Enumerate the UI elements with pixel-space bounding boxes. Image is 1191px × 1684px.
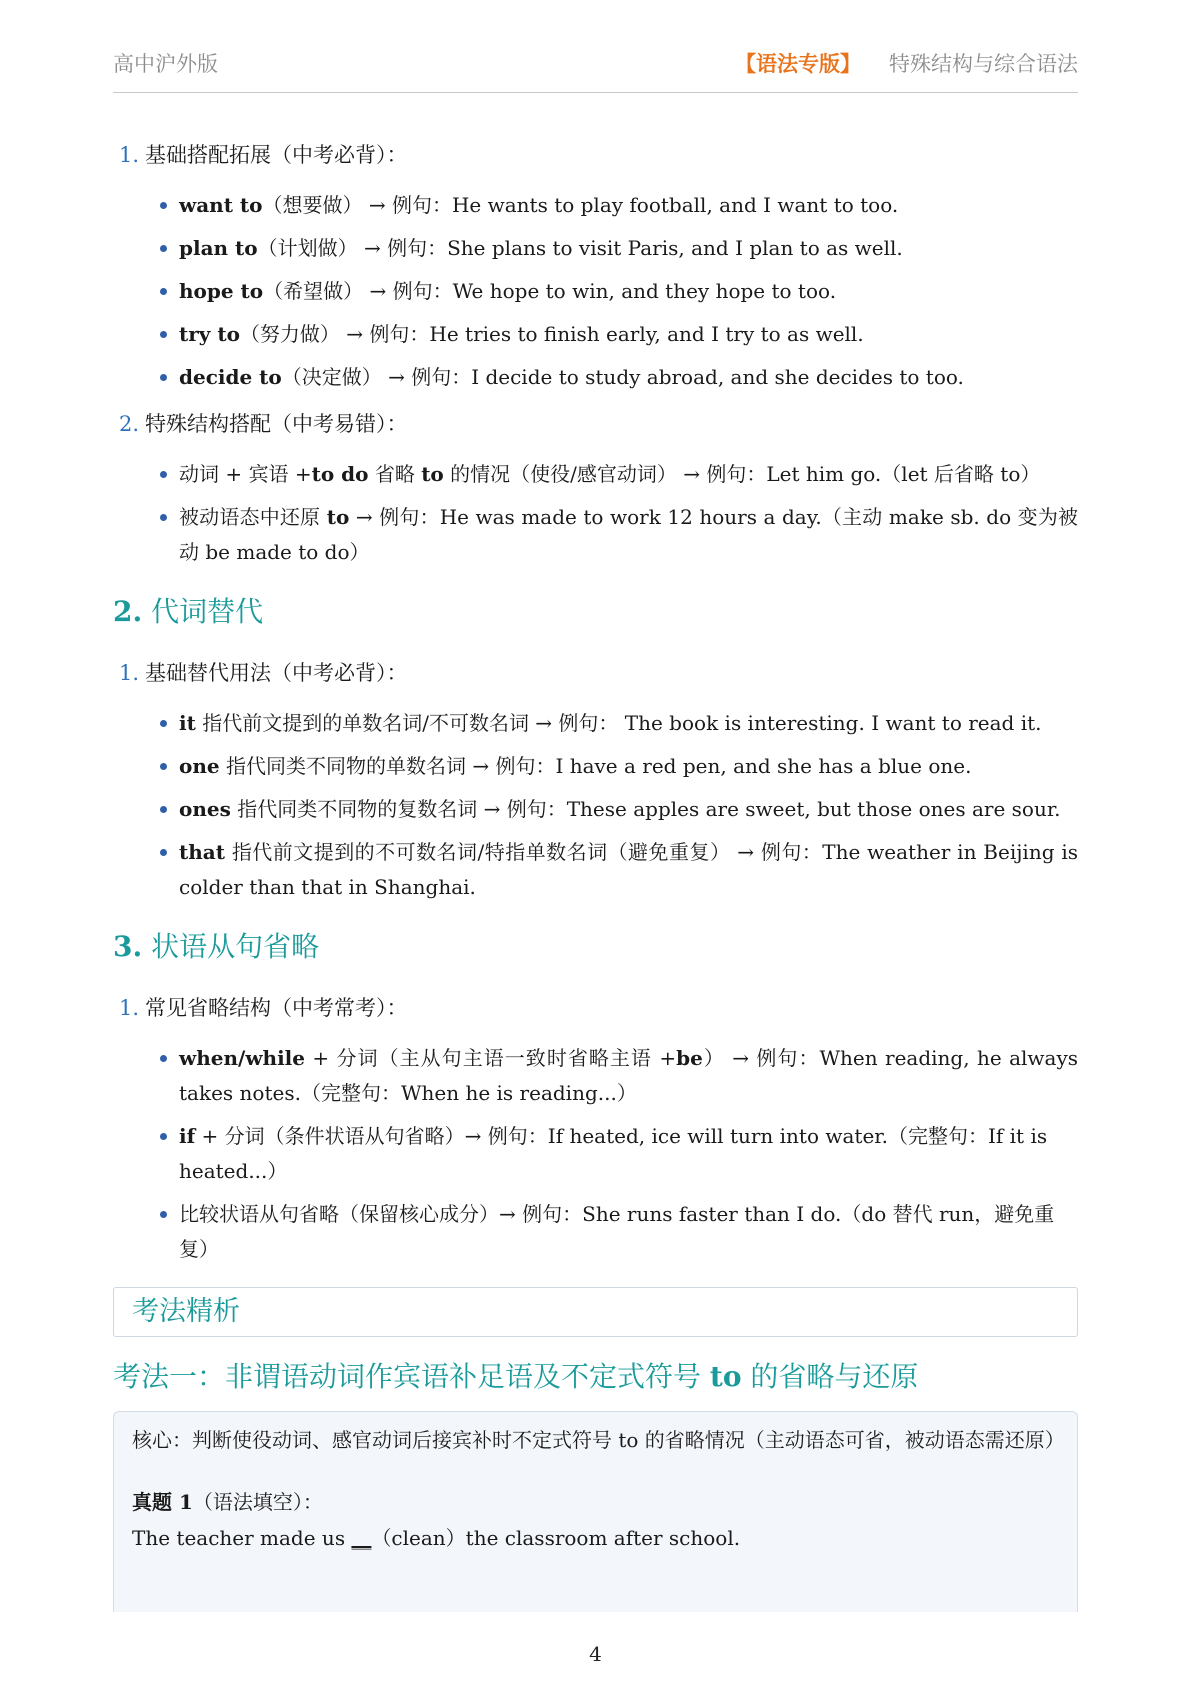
- exam-method-title: 考法一：非谓语动词作宾语补足语及不定式符号 to 的省略与还原: [113, 1360, 919, 1393]
- list-item: hope to（希望做） → 例句：We hope to win, and they hope to too.: [179, 274, 1078, 309]
- list-item: that 指代前文提到的不可数名词/特指单数名词（避免重复） → 例句：The weather in Beijing is colder than that in Shanghai.: [179, 835, 1078, 905]
- subheading-text: 常见省略结构（中考常考）：: [145, 996, 408, 1020]
- subheading-number: 2.: [119, 412, 140, 436]
- subheading-special-structure: [119, 409, 1078, 439]
- subheading-ellipsis-structure: [119, 993, 1078, 1023]
- page-content: [113, 140, 1078, 1612]
- question-label: 真题 1: [132, 1490, 193, 1514]
- section-title-adverbial-ellipsis: [113, 927, 1078, 967]
- section-title-text: 状语从句省略: [151, 930, 320, 963]
- answer-blank: __: [351, 1526, 372, 1550]
- list-item: ones 指代同类不同物的复数名词 → 例句：These apples are sweet, but those ones are sour.: [179, 792, 1078, 827]
- list-item: it 指代前文提到的单数名词/不可数名词 → 例句： The book is interesting. I want to read it.: [179, 706, 1078, 741]
- collocation-list: [113, 188, 1078, 395]
- subheading-basic-collocation: [119, 140, 1078, 170]
- ellipsis-list: [113, 1041, 1078, 1267]
- question-heading: [132, 1484, 1059, 1520]
- subheading-text: 基础替代用法（中考必背）：: [145, 661, 408, 685]
- header-badge: 【语法专版】: [735, 51, 861, 76]
- page-number: 4: [589, 1642, 602, 1666]
- page-header: [113, 44, 1078, 93]
- header-book-title: 高中沪外版: [113, 52, 218, 76]
- header-right: [735, 48, 1078, 78]
- list-item: decide to（决定做） → 例句：I decide to study abroad, and she decides to too.: [179, 360, 1078, 395]
- list-item: plan to（计划做） → 例句：She plans to visit Paris, and I plan to as well.: [179, 231, 1078, 266]
- header-chapter: 特殊结构与综合语法: [889, 52, 1078, 76]
- exam-analysis-banner: 考法精析: [113, 1287, 1078, 1337]
- list-item: if + 分词（条件状语从句省略）→ 例句：If heated, ice will turn into water.（完整句：If it is heated...）: [179, 1119, 1078, 1189]
- list-item: 比较状语从句省略（保留核心成分）→ 例句：She runs faster than I do.（do 替代 run，避免重复）: [179, 1197, 1078, 1267]
- subheading-number: 1.: [119, 996, 140, 1020]
- list-item: when/while + 分词（主从句主语一致时省略主语 +be） → 例句：When reading, he always takes notes.（完整句：When he is reading...）: [179, 1041, 1078, 1111]
- question-type: （语法填空）：: [192, 1490, 323, 1514]
- section-title-pronoun: [113, 592, 1078, 632]
- core-text: 核心：判断使役动词、感官动词后接宾补时不定式符号 to 的省略情况（主动语态可省，被动语态需还原）: [132, 1428, 1065, 1452]
- pronoun-list: [113, 706, 1078, 905]
- special-structure-list: [113, 457, 1078, 570]
- subheading-text: 基础搭配拓展（中考必背）：: [145, 143, 408, 167]
- subheading-text: 特殊结构搭配（中考易错）：: [145, 412, 408, 436]
- core-box: [113, 1411, 1078, 1612]
- list-item: want to（想要做） → 例句：He wants to play football, and I want to too.: [179, 188, 1078, 223]
- subheading-number: 1.: [119, 143, 140, 167]
- list-item: try to（努力做） → 例句：He tries to finish early, and I try to as well.: [179, 317, 1078, 352]
- section-number: 3.: [113, 930, 143, 963]
- subheading-pronoun-usage: [119, 658, 1078, 688]
- subheading-number: 1.: [119, 661, 140, 685]
- list-item: 动词 + 宾语 +to do 省略 to 的情况（使役/感官动词） → 例句：Let him go.（let 后省略 to）: [179, 457, 1078, 492]
- section-number: 2.: [113, 595, 143, 628]
- question-text: The teacher made us __（clean）the classroom after school.: [132, 1526, 741, 1550]
- section-title-text: 代词替代: [151, 595, 264, 628]
- list-item: 被动语态中还原 to → 例句：He was made to work 12 hours a day.（主动 make sb. do 变为被动 be made to do）: [179, 500, 1078, 570]
- list-item: one 指代同类不同物的单数名词 → 例句：I have a red pen, and she has a blue one.: [179, 749, 1078, 784]
